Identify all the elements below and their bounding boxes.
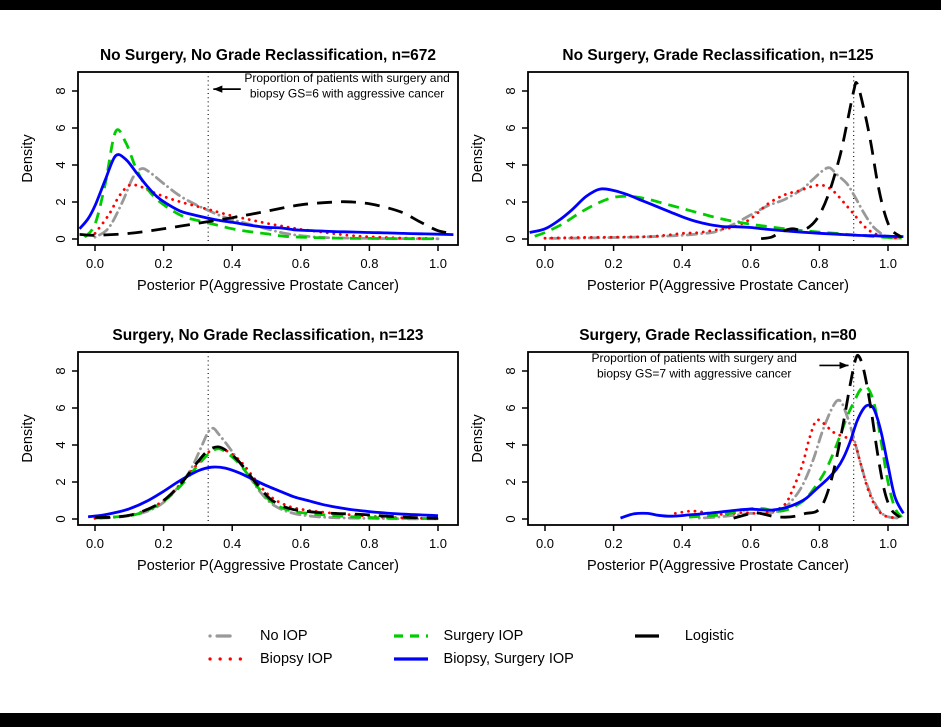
y-tick-label: 0 bbox=[503, 235, 518, 243]
x-tick-label: 1.0 bbox=[428, 256, 448, 271]
y-tick-label: 0 bbox=[503, 515, 518, 523]
y-tick-label: 6 bbox=[503, 124, 518, 132]
legend-item-logistic bbox=[632, 626, 734, 646]
legend-marker-biopsy_surgery_iop bbox=[391, 652, 431, 666]
y-tick-label: 4 bbox=[53, 441, 68, 449]
density-plot-svg-0 bbox=[10, 42, 480, 302]
density-curve-biopsy_iop bbox=[545, 185, 902, 238]
legend-column-1 bbox=[391, 626, 574, 669]
density-plot-svg-2 bbox=[10, 322, 480, 582]
y-tick-label: 6 bbox=[503, 404, 518, 412]
x-tick-label: 1.0 bbox=[428, 536, 448, 551]
annotation-text: biopsy GS=7 with aggressive cancer bbox=[596, 366, 792, 381]
y-axis-label: Density bbox=[20, 414, 36, 463]
x-tick-label: 0.2 bbox=[154, 536, 173, 551]
density-panel-no-surgery-no-reclass bbox=[10, 42, 480, 302]
panel-title: Surgery, No Grade Reclassification, n=123 bbox=[112, 327, 424, 344]
letterbox-top bbox=[0, 0, 941, 10]
x-tick-label: 0.2 bbox=[604, 256, 623, 271]
density-panel-no-surgery-reclass bbox=[460, 42, 930, 302]
density-curve-biopsy_iop bbox=[95, 448, 438, 519]
legend-marker-no_iop bbox=[207, 629, 247, 643]
annotation-text: Proportion of patients with surgery and bbox=[244, 70, 450, 85]
annotation-text: biopsy GS=6 with aggressive cancer bbox=[249, 86, 445, 101]
y-tick-label: 4 bbox=[503, 161, 518, 169]
y-tick-label: 6 bbox=[53, 404, 68, 412]
density-curve-logistic bbox=[80, 202, 454, 236]
x-tick-label: 0.0 bbox=[85, 256, 105, 271]
density-plot-svg-3 bbox=[460, 322, 930, 582]
x-tick-label: 0.8 bbox=[810, 536, 829, 551]
density-curve-logistic bbox=[95, 447, 438, 518]
y-tick-label: 8 bbox=[503, 87, 518, 95]
x-tick-label: 0.6 bbox=[741, 256, 760, 271]
x-tick-label: 0.6 bbox=[291, 536, 310, 551]
density-curve-no_iop bbox=[95, 428, 438, 519]
legend-label-no_iop: No IOP bbox=[260, 628, 308, 644]
x-tick-label: 0.6 bbox=[291, 256, 310, 271]
y-tick-label: 8 bbox=[503, 367, 518, 375]
legend-column-0 bbox=[207, 626, 333, 669]
legend-marker-logistic bbox=[632, 629, 672, 643]
x-tick-label: 0.6 bbox=[741, 536, 760, 551]
y-tick-label: 2 bbox=[53, 198, 68, 206]
density-curve-biopsy_surgery_iop bbox=[80, 155, 454, 235]
legend-item-no_iop bbox=[207, 626, 333, 646]
y-tick-label: 2 bbox=[503, 198, 518, 206]
x-tick-label: 0.4 bbox=[223, 536, 242, 551]
plot-box bbox=[528, 72, 908, 245]
density-curve-logistic bbox=[761, 82, 902, 238]
density-curve-surgery_iop bbox=[95, 449, 438, 519]
x-tick-label: 0.4 bbox=[223, 256, 242, 271]
y-tick-label: 8 bbox=[53, 367, 68, 375]
x-tick-label: 0.0 bbox=[535, 256, 555, 271]
panel-title: No Surgery, No Grade Reclassification, n=672 bbox=[99, 47, 437, 64]
panel-title: Surgery, Grade Reclassification, n=80 bbox=[579, 327, 857, 344]
y-axis-label: Density bbox=[20, 134, 36, 183]
x-tick-label: 0.0 bbox=[535, 536, 555, 551]
legend-label-biopsy_iop: Biopsy IOP bbox=[260, 651, 333, 667]
legend-label-logistic: Logistic bbox=[684, 628, 734, 644]
legend-item-biopsy_surgery_iop bbox=[391, 649, 574, 669]
x-tick-label: 0.2 bbox=[604, 536, 623, 551]
density-curve-biopsy_surgery_iop bbox=[88, 467, 438, 517]
y-tick-label: 2 bbox=[503, 478, 518, 486]
legend-item-biopsy_iop bbox=[207, 649, 333, 669]
legend-label-biopsy_surgery_iop: Biopsy, Surgery IOP bbox=[443, 651, 574, 667]
density-curve-surgery_iop bbox=[535, 196, 902, 238]
density-panel-surgery-reclass bbox=[460, 322, 930, 582]
x-axis-label: Posterior P(Aggressive Prostate Cancer) bbox=[137, 558, 399, 574]
legend-marker-biopsy_iop bbox=[207, 652, 247, 666]
x-tick-label: 0.4 bbox=[673, 536, 692, 551]
x-tick-label: 0.4 bbox=[673, 256, 692, 271]
x-tick-label: 1.0 bbox=[878, 536, 898, 551]
x-tick-label: 0.8 bbox=[360, 536, 379, 551]
y-tick-label: 4 bbox=[53, 161, 68, 169]
x-tick-label: 1.0 bbox=[878, 256, 898, 271]
legend-column-2 bbox=[632, 626, 734, 646]
legend-item-surgery_iop bbox=[391, 626, 574, 646]
density-panel-surgery-no-reclass bbox=[10, 322, 480, 582]
x-axis-label: Posterior P(Aggressive Prostate Cancer) bbox=[137, 278, 399, 294]
x-axis-label: Posterior P(Aggressive Prostate Cancer) bbox=[587, 558, 849, 574]
letterbox-bottom bbox=[0, 713, 941, 727]
y-tick-label: 2 bbox=[53, 478, 68, 486]
legend-label-surgery_iop: Surgery IOP bbox=[443, 628, 524, 644]
y-tick-label: 6 bbox=[53, 124, 68, 132]
density-plot-svg-1 bbox=[460, 42, 930, 302]
density-curve-no_iop bbox=[699, 400, 898, 518]
panel-title: No Surgery, Grade Reclassification, n=125 bbox=[562, 47, 874, 64]
density-curve-biopsy_iop bbox=[95, 185, 438, 239]
y-tick-label: 0 bbox=[53, 235, 68, 243]
y-axis-label: Density bbox=[470, 134, 486, 183]
y-axis-label: Density bbox=[470, 414, 486, 463]
y-tick-label: 4 bbox=[503, 441, 518, 449]
y-tick-label: 8 bbox=[53, 87, 68, 95]
x-tick-label: 0.0 bbox=[85, 536, 105, 551]
annotation-arrowhead bbox=[213, 86, 222, 93]
legend-marker-surgery_iop bbox=[391, 629, 431, 643]
x-tick-label: 0.2 bbox=[154, 256, 173, 271]
density-curve-biopsy_iop bbox=[675, 420, 898, 518]
legend bbox=[0, 626, 941, 669]
x-tick-label: 0.8 bbox=[810, 256, 829, 271]
x-axis-label: Posterior P(Aggressive Prostate Cancer) bbox=[587, 278, 849, 294]
annotation-text: Proportion of patients with surgery and bbox=[591, 350, 797, 365]
x-tick-label: 0.8 bbox=[360, 256, 379, 271]
annotation-arrowhead bbox=[840, 362, 849, 369]
y-tick-label: 0 bbox=[53, 515, 68, 523]
